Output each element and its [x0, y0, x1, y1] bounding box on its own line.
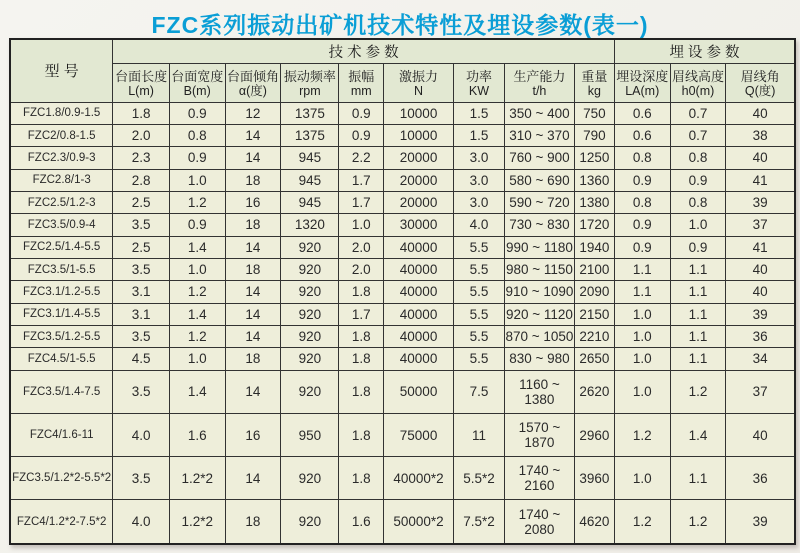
model-cell: FZC4/1.2*2-7.5*2 [10, 500, 113, 544]
model-cell: FZC2.5/1.2-3 [10, 191, 113, 213]
value-cell: 790 [574, 124, 614, 146]
value-cell: 40000 [384, 236, 454, 258]
value-cell: 760 ~ 900 [505, 147, 575, 169]
column-header-platform-angle [225, 63, 281, 102]
value-cell: 40 [726, 413, 795, 456]
value-cell: 1.8 [113, 102, 170, 124]
value-cell: 1.5 [453, 102, 504, 124]
column-header-line1: 埋设深度 [616, 68, 669, 84]
column-header-line2: B(m) [183, 83, 211, 98]
value-cell: 12 [225, 102, 281, 124]
value-cell: 1.0 [169, 169, 225, 191]
value-cell: 2090 [574, 281, 614, 303]
value-cell: 1375 [281, 124, 339, 146]
value-cell: 950 [281, 413, 339, 456]
value-cell: 1.2 [169, 325, 225, 347]
value-cell: 37 [726, 214, 795, 236]
value-cell: 4.5 [113, 348, 170, 370]
value-cell: 36 [726, 325, 795, 347]
group-header-embed-params: 埋 设 参 数 [614, 39, 795, 63]
column-header-vibration-frequency [281, 63, 339, 102]
value-cell: 37 [726, 370, 795, 413]
value-cell: 1360 [574, 169, 614, 191]
value-cell: 1320 [281, 214, 339, 236]
value-cell: 1.7 [339, 169, 384, 191]
column-header-line1: 重量 [581, 68, 608, 84]
value-cell: 0.9 [169, 102, 225, 124]
model-cell: FZC3.5/1-5.5 [10, 258, 113, 280]
table-row [10, 169, 795, 191]
value-cell: 4.0 [453, 214, 504, 236]
value-cell: 990 ~ 1180 [505, 236, 575, 258]
value-cell: 41 [726, 236, 795, 258]
value-cell: 1.1 [670, 348, 726, 370]
value-cell: 40000*2 [384, 457, 454, 500]
value-cell: 1.1 [670, 258, 726, 280]
model-cell: FZC1.8/0.9-1.5 [10, 102, 113, 124]
value-cell: 2150 [574, 303, 614, 325]
table-row [10, 236, 795, 258]
column-header-line1: 振动频率 [283, 68, 336, 84]
value-cell: 11 [453, 413, 504, 456]
value-cell: 1.7 [339, 303, 384, 325]
value-cell: 1.0 [670, 214, 726, 236]
model-cell: FZC3.5/0.9-4 [10, 214, 113, 236]
value-cell: 1.2 [614, 413, 670, 456]
spec-table [9, 38, 796, 545]
value-cell: 40000 [384, 303, 454, 325]
column-header-line2: L(m) [128, 83, 154, 98]
value-cell: 39 [726, 191, 795, 213]
value-cell: 1.8 [339, 413, 384, 456]
value-cell: 40 [726, 102, 795, 124]
column-header-line2: t/h [532, 83, 547, 98]
value-cell: 920 [281, 348, 339, 370]
column-header-line1: 眉线高度 [671, 68, 724, 84]
value-cell: 2650 [574, 348, 614, 370]
value-cell: 10000 [384, 102, 454, 124]
value-cell: 0.8 [614, 191, 670, 213]
value-cell: 910 ~ 1090 [505, 281, 575, 303]
value-cell: 3.1 [113, 281, 170, 303]
value-cell: 1.0 [169, 348, 225, 370]
column-header-line1: 振幅 [348, 68, 375, 84]
value-cell: 3960 [574, 457, 614, 500]
value-cell: 1.4 [169, 303, 225, 325]
value-cell: 1570 ~ 1870 [505, 413, 575, 456]
value-cell: 1.1 [670, 457, 726, 500]
value-cell: 2960 [574, 413, 614, 456]
value-cell: 1940 [574, 236, 614, 258]
value-cell: 4.0 [113, 500, 170, 544]
value-cell: 920 [281, 281, 339, 303]
value-cell: 3.0 [453, 147, 504, 169]
value-cell: 39 [726, 303, 795, 325]
value-cell: 5.5 [453, 236, 504, 258]
value-cell: 920 [281, 236, 339, 258]
value-cell: 1.0 [614, 348, 670, 370]
column-header-excitation-force [384, 63, 454, 102]
value-cell: 920 [281, 325, 339, 347]
value-cell: 1.5 [453, 124, 504, 146]
value-cell: 5.5 [453, 258, 504, 280]
value-cell: 40000 [384, 281, 454, 303]
value-cell: 1.1 [670, 303, 726, 325]
value-cell: 0.9 [339, 102, 384, 124]
value-cell: 2.3 [113, 147, 170, 169]
value-cell: 0.9 [169, 214, 225, 236]
value-cell: 1.8 [339, 281, 384, 303]
table-header [10, 39, 795, 102]
value-cell: 980 ~ 1150 [505, 258, 575, 280]
model-cell: FZC3.1/1.4-5.5 [10, 303, 113, 325]
value-cell: 40000 [384, 325, 454, 347]
value-cell: 34 [726, 348, 795, 370]
value-cell: 18 [225, 214, 281, 236]
column-header-weight [574, 63, 614, 102]
column-header-line1: 生产能力 [513, 68, 566, 84]
column-header-line2: N [414, 83, 424, 98]
column-header-line2: rpm [299, 83, 321, 98]
value-cell: 1.1 [670, 281, 726, 303]
value-cell: 945 [281, 147, 339, 169]
column-header-model: 型 号 [10, 39, 113, 102]
table-row [10, 281, 795, 303]
value-cell: 14 [225, 303, 281, 325]
value-cell: 14 [225, 147, 281, 169]
table-row [10, 325, 795, 347]
value-cell: 18 [225, 169, 281, 191]
value-cell: 14 [225, 236, 281, 258]
value-cell: 1720 [574, 214, 614, 236]
value-cell: 75000 [384, 413, 454, 456]
value-cell: 1.0 [614, 303, 670, 325]
value-cell: 40 [726, 281, 795, 303]
value-cell: 1.4 [169, 236, 225, 258]
value-cell: 16 [225, 191, 281, 213]
value-cell: 730 ~ 830 [505, 214, 575, 236]
value-cell: 14 [225, 281, 281, 303]
value-cell: 14 [225, 370, 281, 413]
value-cell: 1250 [574, 147, 614, 169]
value-cell: 1740 ~ 2160 [505, 457, 575, 500]
value-cell: 5.5 [453, 348, 504, 370]
column-header-platform-length [113, 63, 170, 102]
value-cell: 350 ~ 400 [505, 102, 575, 124]
table-row [10, 348, 795, 370]
value-cell: 18 [225, 500, 281, 544]
value-cell: 40 [726, 258, 795, 280]
value-cell: 0.9 [169, 147, 225, 169]
column-header-line1: 激振力 [399, 68, 439, 84]
value-cell: 920 ~ 1120 [505, 303, 575, 325]
value-cell: 2.5 [113, 236, 170, 258]
column-header-line2: Q(度) [744, 83, 776, 98]
column-header-amplitude [339, 63, 384, 102]
value-cell: 3.5 [113, 370, 170, 413]
value-cell: 1740 ~ 2080 [505, 500, 575, 544]
value-cell: 920 [281, 303, 339, 325]
value-cell: 1.8 [339, 370, 384, 413]
value-cell: 0.6 [614, 102, 670, 124]
value-cell: 750 [574, 102, 614, 124]
value-cell: 14 [225, 124, 281, 146]
model-cell: FZC4/1.6-11 [10, 413, 113, 456]
value-cell: 50000*2 [384, 500, 454, 544]
value-cell: 1.2*2 [169, 457, 225, 500]
value-cell: 1375 [281, 102, 339, 124]
value-cell: 1.6 [169, 413, 225, 456]
column-header-platform-width [169, 63, 225, 102]
table-row [10, 500, 795, 544]
model-cell: FZC2/0.8-1.5 [10, 124, 113, 146]
column-header-line2: h0(m) [681, 83, 715, 98]
value-cell: 2210 [574, 325, 614, 347]
value-cell: 2.2 [339, 147, 384, 169]
value-cell: 1.2 [169, 281, 225, 303]
value-cell: 580 ~ 690 [505, 169, 575, 191]
value-cell: 18 [225, 258, 281, 280]
value-cell: 1.2 [670, 500, 726, 544]
value-cell: 945 [281, 191, 339, 213]
column-header-embed-depth [614, 63, 670, 102]
value-cell: 40000 [384, 258, 454, 280]
table-row [10, 370, 795, 413]
value-cell: 5.5 [453, 303, 504, 325]
column-header-line1: 台面宽度 [171, 68, 224, 84]
value-cell: 1.8 [339, 457, 384, 500]
column-header-browline-height [670, 63, 726, 102]
value-cell: 10000 [384, 124, 454, 146]
value-cell: 2.0 [339, 236, 384, 258]
column-header-browline-angle [726, 63, 795, 102]
value-cell: 870 ~ 1050 [505, 325, 575, 347]
value-cell: 1.8 [339, 325, 384, 347]
table-row [10, 124, 795, 146]
value-cell: 0.7 [670, 102, 726, 124]
model-cell: FZC3.5/1.4-7.5 [10, 370, 113, 413]
model-cell: FZC2.5/1.4-5.5 [10, 236, 113, 258]
value-cell: 18 [225, 348, 281, 370]
value-cell: 39 [726, 500, 795, 544]
value-cell: 945 [281, 169, 339, 191]
value-cell: 5.5*2 [453, 457, 504, 500]
column-header-line2: LA(m) [625, 83, 660, 98]
value-cell: 1.7 [339, 191, 384, 213]
page-title: FZC系列振动出矿机技术特性及埋设参数(表一) [151, 12, 649, 38]
group-header-technical-params: 技 术 参 数 [113, 39, 615, 63]
value-cell: 1.0 [614, 457, 670, 500]
table-row [10, 413, 795, 456]
value-cell: 14 [225, 325, 281, 347]
value-cell: 0.8 [670, 147, 726, 169]
model-cell: FZC3.5/1.2-5.5 [10, 325, 113, 347]
value-cell: 2.0 [113, 124, 170, 146]
model-cell: FZC2.8/1-3 [10, 169, 113, 191]
value-cell: 3.5 [113, 258, 170, 280]
table-body [10, 102, 795, 544]
value-cell: 590 ~ 720 [505, 191, 575, 213]
value-cell: 50000 [384, 370, 454, 413]
value-cell: 5.5 [453, 325, 504, 347]
value-cell: 0.9 [670, 169, 726, 191]
value-cell: 5.5 [453, 281, 504, 303]
value-cell: 1.1 [614, 258, 670, 280]
table-row [10, 258, 795, 280]
value-cell: 0.8 [169, 124, 225, 146]
value-cell: 310 ~ 370 [505, 124, 575, 146]
value-cell: 1.6 [339, 500, 384, 544]
column-header-line1: 功率 [465, 68, 492, 84]
model-cell: FZC3.1/1.2-5.5 [10, 281, 113, 303]
value-cell: 14 [225, 457, 281, 500]
table-row [10, 102, 795, 124]
value-cell: 40 [726, 147, 795, 169]
value-cell: 16 [225, 413, 281, 456]
value-cell: 920 [281, 457, 339, 500]
table-row [10, 303, 795, 325]
model-cell: FZC3.5/1.2*2-5.5*2 [10, 457, 113, 500]
value-cell: 0.7 [670, 124, 726, 146]
value-cell: 20000 [384, 147, 454, 169]
value-cell: 1.8 [339, 348, 384, 370]
model-cell: FZC4.5/1-5.5 [10, 348, 113, 370]
value-cell: 1.2 [169, 191, 225, 213]
value-cell: 920 [281, 370, 339, 413]
value-cell: 3.1 [113, 303, 170, 325]
value-cell: 2.0 [339, 258, 384, 280]
column-header-line1: 眉线角 [740, 68, 780, 84]
value-cell: 2.8 [113, 169, 170, 191]
column-header-power [453, 63, 504, 102]
value-cell: 3.5 [113, 325, 170, 347]
value-cell: 1.0 [339, 214, 384, 236]
column-header-capacity [505, 63, 575, 102]
value-cell: 3.5 [113, 457, 170, 500]
value-cell: 1.2 [614, 500, 670, 544]
value-cell: 7.5*2 [453, 500, 504, 544]
column-header-line2: α(度) [238, 83, 267, 98]
model-cell: FZC2.3/0.9-3 [10, 147, 113, 169]
table-row [10, 147, 795, 169]
value-cell: 2.5 [113, 191, 170, 213]
column-header-line2: KW [468, 83, 490, 98]
value-cell: 0.9 [670, 236, 726, 258]
value-cell: 20000 [384, 191, 454, 213]
value-cell: 0.9 [614, 214, 670, 236]
value-cell: 40000 [384, 348, 454, 370]
column-header-line2: kg [587, 83, 601, 98]
value-cell: 4620 [574, 500, 614, 544]
value-cell: 38 [726, 124, 795, 146]
value-cell: 0.9 [339, 124, 384, 146]
value-cell: 2100 [574, 258, 614, 280]
value-cell: 830 ~ 980 [505, 348, 575, 370]
value-cell: 0.9 [614, 169, 670, 191]
value-cell: 1.1 [614, 281, 670, 303]
value-cell: 4.0 [113, 413, 170, 456]
value-cell: 0.6 [614, 124, 670, 146]
value-cell: 1.2 [670, 370, 726, 413]
table-row [10, 191, 795, 213]
table-row [10, 457, 795, 500]
value-cell: 0.8 [614, 147, 670, 169]
value-cell: 1.1 [670, 325, 726, 347]
value-cell: 3.0 [453, 169, 504, 191]
value-cell: 1.4 [169, 370, 225, 413]
value-cell: 1.2*2 [169, 500, 225, 544]
value-cell: 2620 [574, 370, 614, 413]
column-header-line2: mm [350, 83, 372, 98]
value-cell: 36 [726, 457, 795, 500]
value-cell: 1160 ~ 1380 [505, 370, 575, 413]
value-cell: 0.9 [614, 236, 670, 258]
value-cell: 41 [726, 169, 795, 191]
column-header-line1: 台面倾角 [226, 68, 279, 84]
value-cell: 920 [281, 258, 339, 280]
value-cell: 30000 [384, 214, 454, 236]
value-cell: 20000 [384, 169, 454, 191]
value-cell: 3.5 [113, 214, 170, 236]
column-header-line1: 台面长度 [115, 68, 168, 84]
value-cell: 3.0 [453, 191, 504, 213]
value-cell: 1380 [574, 191, 614, 213]
value-cell: 1.0 [169, 258, 225, 280]
value-cell: 1.0 [614, 370, 670, 413]
value-cell: 0.8 [670, 191, 726, 213]
value-cell: 1.4 [670, 413, 726, 456]
value-cell: 7.5 [453, 370, 504, 413]
table-row [10, 214, 795, 236]
value-cell: 920 [281, 500, 339, 544]
value-cell: 1.0 [614, 325, 670, 347]
